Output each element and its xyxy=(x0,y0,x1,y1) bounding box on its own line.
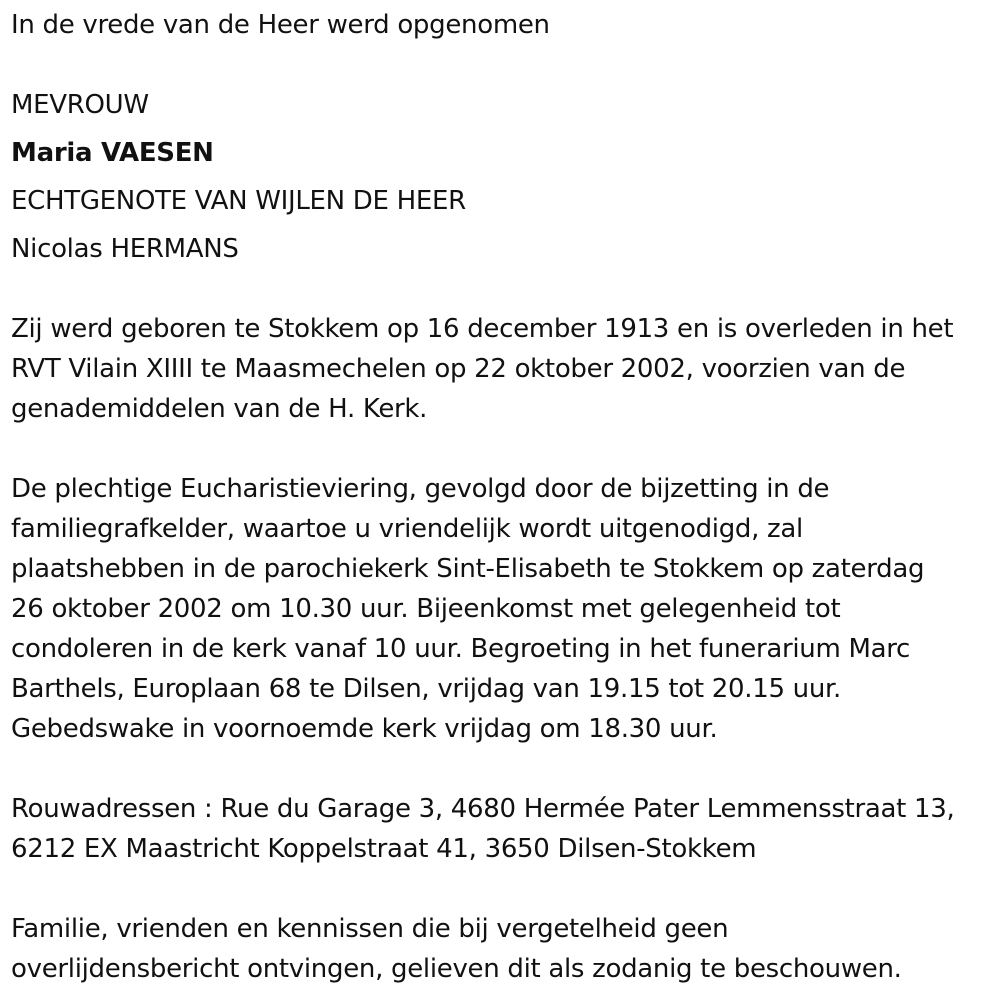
ceremony-line: condoleren in de kerk vanaf 10 uur. Begroeting in het funerarium Marc xyxy=(11,634,911,664)
birth-death-line: genademiddelen van de H. Kerk. xyxy=(11,394,428,424)
closing-line: overlijdensbericht ontvingen, gelieven dit als zodanig te beschouwen. xyxy=(11,954,902,984)
closing-line: Familie, vrienden en kennissen die bij vergetelheid geen xyxy=(11,914,729,944)
intro-line: In de vrede van de Heer werd opgenomen xyxy=(11,10,550,40)
spouse-name: Nicolas HERMANS xyxy=(11,234,239,264)
ceremony-line: Barthels, Europlaan 68 te Dilsen, vrijdag van 19.15 tot 20.15 uur. xyxy=(11,674,841,704)
birth-death-line: RVT Vilain XIIII te Maasmechelen op 22 oktober 2002, voorzien van de xyxy=(11,354,906,384)
ceremony-line: 26 oktober 2002 om 10.30 uur. Bijeenkomst met gelegenheid tot xyxy=(11,594,841,624)
address-line: 6212 EX Maastricht Koppelstraat 41, 3650 Dilsen-Stokkem xyxy=(11,834,757,864)
address-line: Rouwadressen : Rue du Garage 3, 4680 Hermée Pater Lemmensstraat 13, xyxy=(11,794,955,824)
ceremony-line: plaatshebben in de parochiekerk Sint-Elisabeth te Stokkem op zaterdag xyxy=(11,554,925,584)
ceremony-line: Gebedswake in voornoemde kerk vrijdag om 18.30 uur. xyxy=(11,714,718,744)
birth-death-line: Zij werd geboren te Stokkem op 16 december 1913 en is overleden in het xyxy=(11,314,954,344)
ceremony-line: De plechtige Eucharistieviering, gevolgd door de bijzetting in de xyxy=(11,474,830,504)
ceremony-line: familiegrafkelder, waartoe u vriendelijk wordt uitgenodigd, zal xyxy=(11,514,803,544)
salutation: MEVROUW xyxy=(11,90,149,120)
deceased-name: Maria VAESEN xyxy=(11,138,214,168)
spouse-title: ECHTGENOTE VAN WIJLEN DE HEER xyxy=(11,186,466,216)
